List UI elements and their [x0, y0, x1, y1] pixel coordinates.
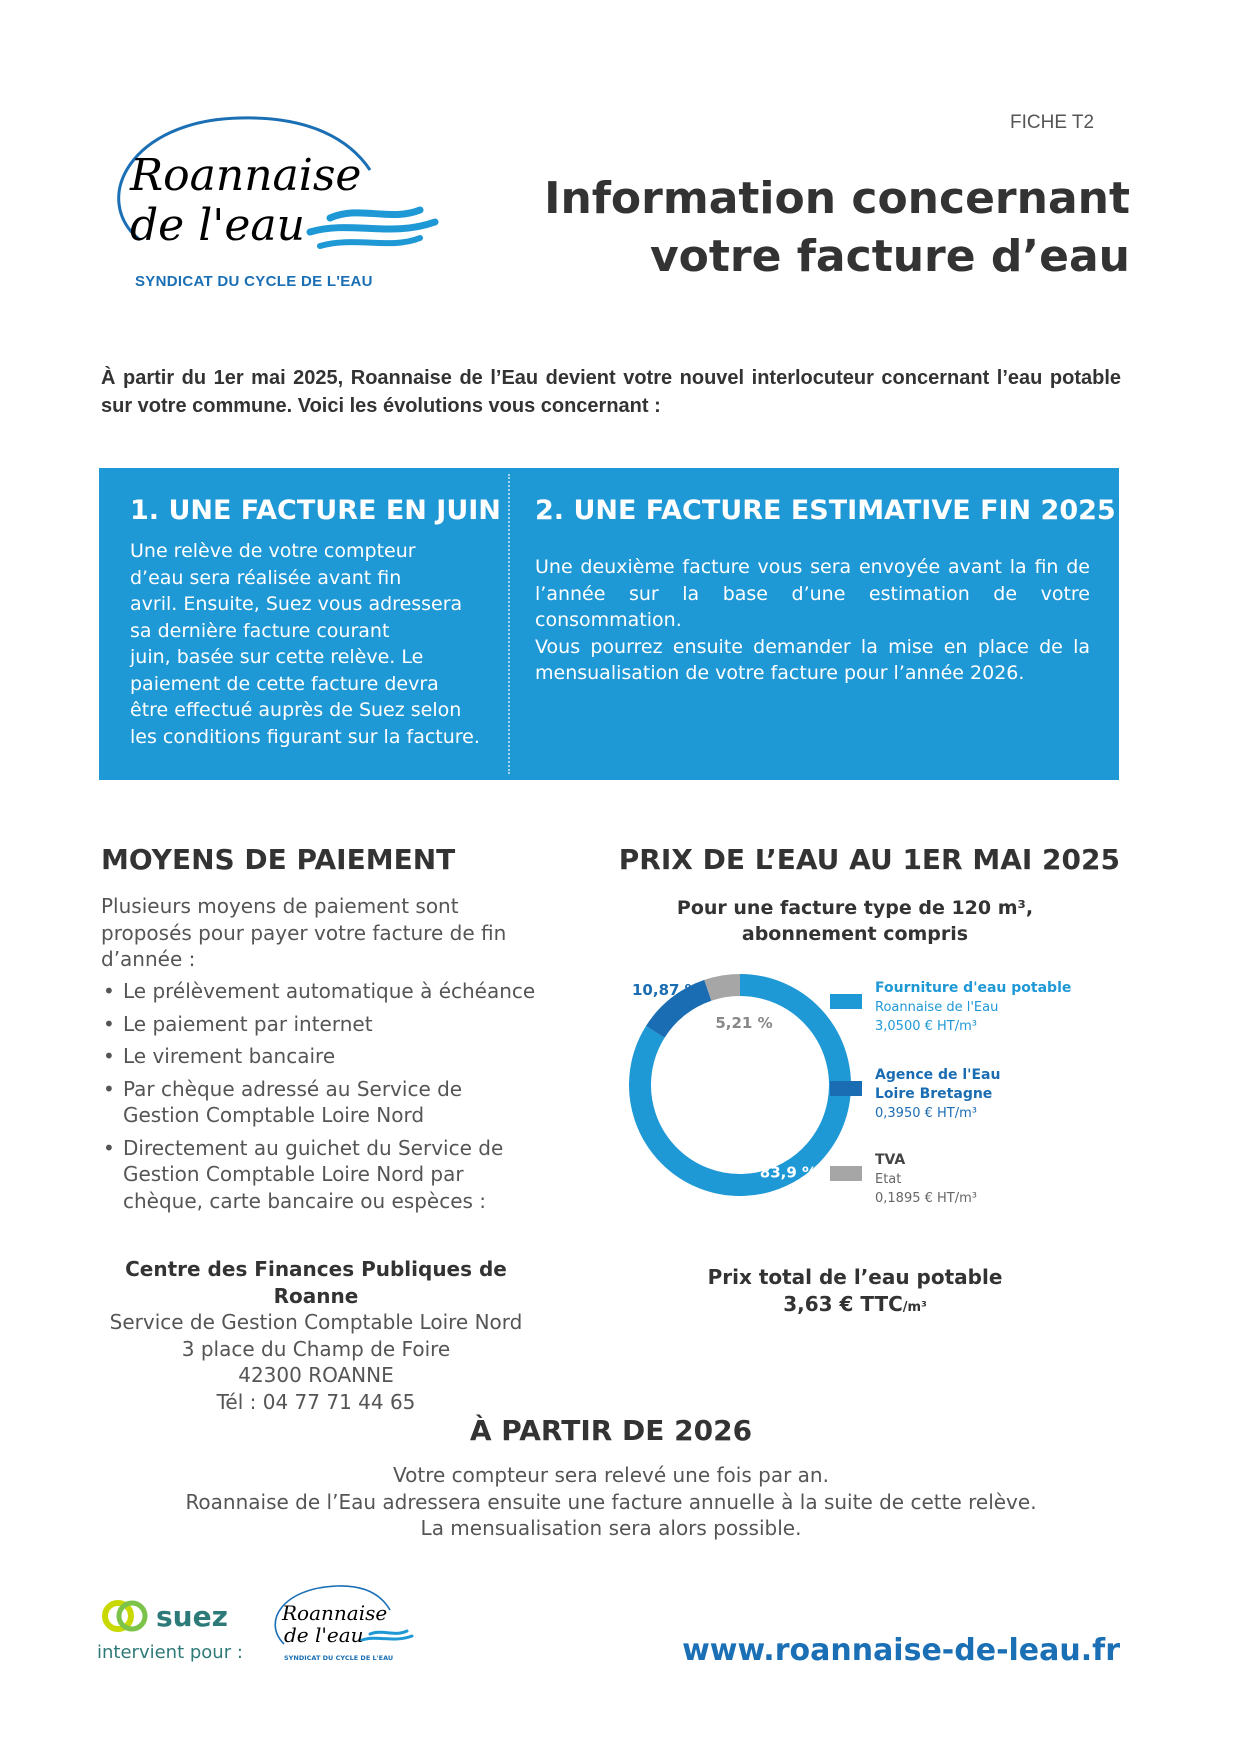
payment-method-item: • Directement au guichet du Service de Gestion Comptable Loire Nord par chèque, carte bancaire ou espèces :	[101, 1135, 541, 1215]
legend-name-1: Agence de l'Eau	[875, 1067, 1001, 1083]
logo-subtitle: SYNDICAT DU CYCLE DE L'EAU	[135, 273, 373, 290]
facture-juin-line: Une relève de votre compteur	[130, 540, 416, 562]
from-2026-text	[101, 1462, 1121, 1542]
legend-swatch-2	[830, 1166, 862, 1181]
facture-juin-line: les conditions figurant sur la facture.	[130, 725, 480, 748]
from-2026-line2: Roannaise de l’Eau adressera ensuite une facture annuelle à la suite de cette relève.	[185, 1489, 1037, 1514]
facture-estimative-title: 2. UNE FACTURE ESTIMATIVE FIN 2025	[535, 495, 1116, 526]
donut-label-1: 10,87 %	[632, 981, 700, 999]
legend-price-0: 3,0500 € HT/m³	[875, 1019, 977, 1034]
page-title-line2: votre facture d’eau	[649, 231, 1130, 282]
finance-center-city: 42300 ROANNE	[238, 1363, 394, 1387]
intro-text: À partir du 1er mai 2025, Roannaise de l’Eau devient votre nouvel interlocuteur concernant l’eau potable sur votre commune. Voici les évolutions vous concernant :	[101, 367, 1121, 417]
facture-estimative-p1: Une deuxième facture vous sera envoyée avant la fin de l’année sur la base d’une estimation de votre consommation.	[535, 556, 1090, 631]
payment-title: MOYENS DE PAIEMENT	[101, 843, 456, 876]
finance-center-name: Centre des Finances Publiques de Roanne	[125, 1257, 507, 1308]
logo-text-line1: Roannaise	[130, 150, 362, 201]
legend-sub-2: Etat	[875, 1172, 902, 1187]
legend-price-1: 0,3950 € HT/m³	[875, 1106, 977, 1121]
price-subtitle-line1: Pour une facture type de 120 m³,	[676, 897, 1034, 919]
small-logo-line1: Roannaise	[282, 1601, 388, 1625]
payment-method-item: • Par chèque adressé au Service de Gestion Comptable Loire Nord	[101, 1076, 541, 1129]
suez-wordmark: suez	[156, 1600, 228, 1633]
finance-center	[101, 1256, 531, 1415]
payment-method-item: • Le virement bancaire	[101, 1043, 541, 1070]
facture-juin-line: paiement de cette facture devra	[130, 672, 439, 695]
from-2026-line1: Votre compteur sera relevé une fois par an.	[393, 1463, 829, 1487]
price-total-value: 3,63 € TTC	[783, 1292, 903, 1316]
price-subtitle-line2: abonnement compris	[741, 923, 969, 945]
intervient-text: intervient pour :	[97, 1642, 243, 1663]
payment-method-item: • Le paiement par internet	[101, 1011, 541, 1038]
finance-center-phone: Tél : 04 77 71 44 65	[216, 1389, 416, 1414]
price-donut-chart	[620, 970, 1140, 1210]
legend-name2-1: Loire Bretagne	[875, 1086, 993, 1102]
from-2026-line3: La mensualisation sera alors possible.	[420, 1516, 802, 1540]
logo-text-line2: de l'eau	[130, 200, 305, 251]
facture-estimative-text	[535, 554, 1090, 687]
facture-juin-line: d’eau sera réalisée avant fin	[130, 566, 402, 589]
donut-slice-2	[708, 985, 740, 990]
payment-intro: Plusieurs moyens de paiement sont proposés pour payer votre facture de fin d’année :	[101, 894, 507, 971]
price-total-value-row	[640, 1291, 1070, 1321]
facture-juin-text	[130, 538, 500, 750]
price-total	[640, 1264, 1070, 1321]
page-title	[490, 170, 1130, 286]
donut-label-0: 83,9 %	[759, 1163, 818, 1182]
price-title: PRIX DE L’EAU AU 1ER MAI 2025	[618, 843, 1120, 876]
legend-swatch-0	[830, 994, 862, 1009]
fiche-label: FICHE T2	[1010, 112, 1095, 133]
facture-juin-line: sa dernière facture courant	[130, 619, 390, 642]
price-subtitle	[640, 895, 1070, 947]
facture-juin-line: juin, basée sur cette relève. Le	[130, 646, 424, 668]
roannaise-logo-small	[262, 1582, 432, 1672]
facture-juin-title: 1. UNE FACTURE EN JUIN	[130, 495, 501, 526]
payment-method-item: • Le prélèvement automatique à échéance	[101, 978, 541, 1005]
payment-list	[101, 978, 541, 1220]
legend-name-0: Fourniture d'eau potable	[875, 980, 1072, 996]
legend-sub-0: Roannaise de l'Eau	[875, 1000, 999, 1015]
wave-icon	[310, 210, 435, 246]
page-title-line1: Information concernant	[544, 173, 1130, 224]
facture-juin-line: être effectué auprès de Suez selon	[130, 699, 462, 721]
price-total-label: Prix total de l’eau potable	[707, 1265, 1003, 1289]
legend-price-2: 0,1895 € HT/m³	[875, 1191, 977, 1206]
legend-name-2: TVA	[875, 1152, 906, 1168]
facture-juin-line: avril. Ensuite, Suez vous adressera	[130, 593, 463, 615]
price-total-unit: /m³	[902, 1300, 927, 1315]
finance-center-address: 3 place du Champ de Foire	[181, 1336, 451, 1361]
website-link[interactable]: www.roannaise-de-leau.fr	[682, 1633, 1120, 1668]
from-2026-title: À PARTIR DE 2026	[469, 1414, 753, 1447]
small-wave-icon	[362, 1631, 412, 1640]
finance-center-service: Service de Gestion Comptable Loire Nord	[109, 1310, 523, 1334]
small-logo-line2: de l'eau	[284, 1623, 364, 1647]
donut-label-2: 5,21 %	[715, 1014, 773, 1032]
legend-swatch-1	[830, 1081, 862, 1096]
suez-logo	[98, 1596, 268, 1636]
info-box-divider	[508, 474, 510, 774]
suez-swirl-icon	[105, 1603, 145, 1629]
roannaise-logo	[90, 110, 470, 300]
facture-estimative-p2: Vous pourrez ensuite demander la mise en place de la mensualisation de votre facture pour l’année 2026.	[535, 635, 1090, 684]
small-logo-sub: SYNDICAT DU CYCLE DE L'EAU	[284, 1654, 394, 1662]
